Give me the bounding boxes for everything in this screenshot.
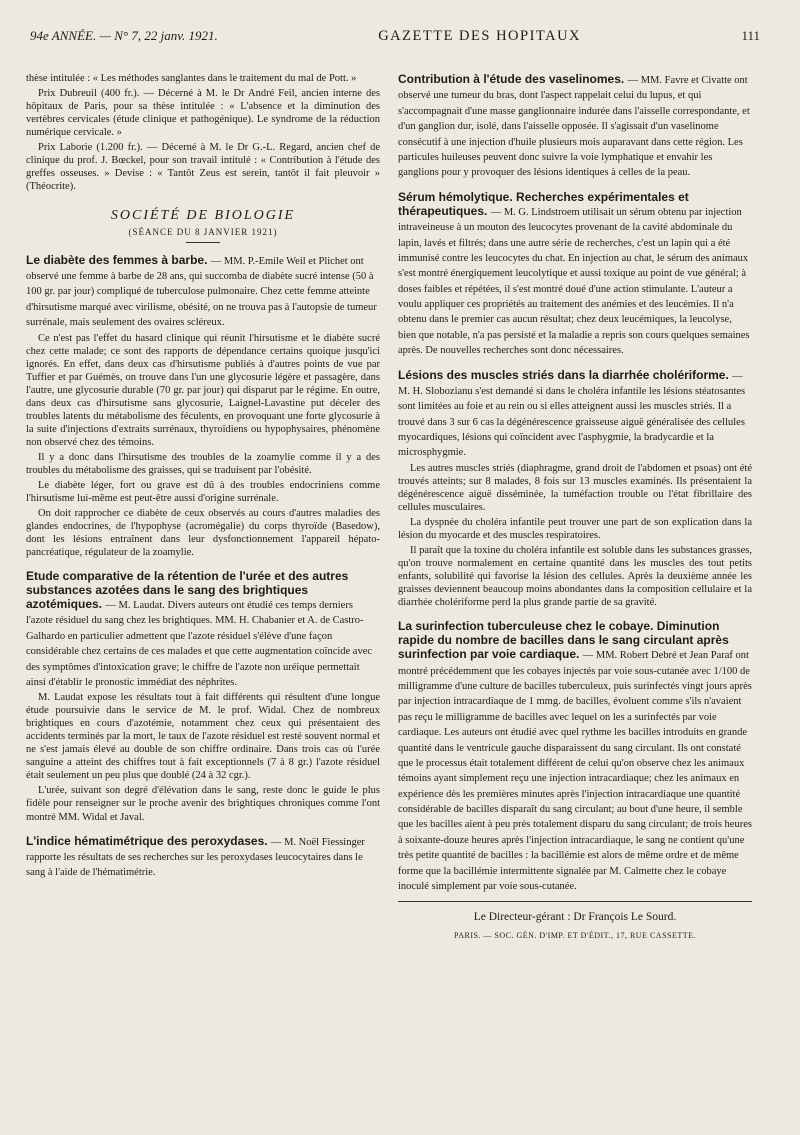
journal-title: GAZETTE DES HOPITAUX [378,28,582,44]
page-header [30,28,760,50]
prize-text-1: thèse intitulée : « Les méthodes sanglantes dans le traitement du mal de Pott. » [26,73,357,84]
article-title-indice: L'indice hématimétrique des peroxydases. — M. Noël Fiessinger rapporte les résultats de ses recherches sur les peroxydases leucocytaires dans le sang à l'aide de l'hématimétrie. [26,833,365,879]
printer-line: PARIS. — SOC. GÉN. D'IMP. ET D'ÉDIT., 17, RUE CASSETTE. [453,930,697,940]
article-title-vaseline: Contribution à l'étude des vaselinomes. — MM. Favre et Civatte ont observé une tumeur du bras, dont l'aspect rappelait celui du lupus, et qui s'accompagnait d'une masse ganglionnaire indurée dans l'aisselle correspondante, et d'un ganglion dur, isolé, dans l'aisselle opposée. Il s'agissait d'un vaselinome consécutif à une injection d'huile plusieurs mois auparavant dans cette région. Les particules huileuses peuvent donc suivre la voie lymphatique et envahir les ganglions pour y provoquer des lésions identiques à celles de la peau. [398,72,750,179]
right-column [398,72,752,940]
article-paragraph: Les autres muscles striés (diaphragme, grand droit de l'abdomen et psoas) ont été trouvés atteints; sur 8 malades, 8 fois sur 13 muscles examinés. Ils présentaient la dégénérescence aiguë disséminée, la tuméfaction trouble ou l'état fibrillaire des cellules musculaires. [398,462,752,513]
article-title-diabete: Le diabète des femmes à barbe. — MM. P.-Emile Weil et Plichet ont observé une femme à barbe de 28 ans, qui succomba de diabète sucré intense (50 à 100 gr. par jour) compliqué de tuberculose pulmonaire. Chez cette femme atteinte d'hirsutisme marqué avec virilisme, obésité, on ne trouva pas à l'autopsie de tumeur surrénale, mais seulement des ovaires scléreux. [26,252,377,329]
article-title-serum: Sérum hémolytique. Recherches expérimentales et thérapeutiques. — M. G. Lindstroem utilisait un sérum obtenu par injection intraveineuse à un mouton des leucocytes provenant de la cavité abdominale du lapin, lavés et filtrés; dans une autre série de recherches, c'est un lapin qui a été immunisé contre les leucocytes du chat. En injection au chat, le sérum des animaux s'est montré énergiquement leucolytique et aussi toxique au point de vue général; à doses faibles et répétées, il s'est montré doué d'une action stimulante. L'auteur a voulu appliquer ces propriétés au traitement des anémies et des leucémies. Il n'a obtenu dans le premier cas aucun résultat; chez deux leucémiques, la leucolyse, bien que notable, n'a pas persisté et la maladie a repris son cours quelques semaines après. De nouvelles recherches sont donc nécessaires. [398,189,750,357]
article-title-cholera: Lésions des muscles striés dans la diarrhée cholériforme. — M. H. Slobozianu s'est demandé si dans le choléra infantile les lésions stéatosantes sont limitées au foie et au rein ou si elles atteignent aussi les muscles striés. Il a trouvé dans 3 sur 6 cas la dégénérescence graisseuse aiguë généralisée des cellules myocardiques, lésions qui coïncident avec l'asphygmie, la bradycardie et la microsphygmie. [398,367,746,459]
left-column [26,72,380,882]
article-paragraph: Ce n'est pas l'effet du hasard clinique qui réunit l'hirsutisme et le diabète sucré chez cette malade; ce sont des rapports de dépendance certains quoique jusqu'ici ignorés. En effet, dans deux cas d'hirsutisme publiés à d'autres points de vue par Tuffier et par Guémès, on trouve dans l'un une glycosurie légère et passagère, dans l'autre, une glycosurie durable (70 gr. par jour) qui disparut par le régime. En outre, dans deux cas d'hirsutisme sans glycosurie, Laignel-Lavastine put déceler des troubles latents du métabolisme des féculents, en provoquant une forte glycosurie à la suite d'injections d'extraits surrénaux, thyroïdiens ou hypophysaires, phénomène non observé chez des témoins. [26,332,380,448]
article-paragraph: On doit rapprocher ce diabète de ceux observés au cours d'autres maladies des glandes endocrines, de l'hypophyse (acromégalie) du corps thyroïde (Basedow), dont les lésions entraînent dans leur dysfonctionnement l'appareil hépato-pancréatique, régulateur de la zoamylie. [26,507,380,558]
page-number: 111 [741,28,760,43]
article-paragraph: L'urée, suivant son degré d'élévation dans le sang, reste donc le guide le plus fidèle pour renseigner sur le proche avenir des brightiques chroniques comme l'ont montré MM. Widal et Javal. [26,785,380,823]
footer-divider [398,901,752,902]
society-heading: SOCIÉTÉ DE BIOLOGIE [110,208,296,224]
issue-info: 94e ANNÉE. — N° 7, 22 janv. 1921. [30,28,218,43]
prize-laborie: Prix Laborie (1.200 fr.). — Décerné à M. le Dr G.-L. Regard, ancien chef de clinique du prof. J. Bœckel, pour son travail intitulé : « Contribution à l'étude des greffes osseuses. » Devise : « Tantôt Zeus est serein, tantôt il fait pleuvoir » (Théocrite). [26,142,380,193]
article-title-uree: Etude comparative de la rétention de l'urée et des autres substances azotées dans le sang des brightiques azotémiques. — M. Laudat. Divers auteurs ont étudié ces temps derniers l'azote résiduel du sang chez les brightiques. MM. H. Chabanier et A. de Castro-Galhardo en particulier admettent que l'azote résiduel s'élève d'une façon considérable chez certains de ces malades et que cette augmentation coïncide avec des symptômes d'intoxication grave; le chiffre de l'azote non uréique permettait ainsi d'établir le pronostic immédiat des néphrites. [26,568,373,688]
article-title-surinfection: La surinfection tuberculeuse chez le cobaye. Diminution rapide du nombre de bacilles dans le sang circulant après surinfection par voie cardiaque. — MM. Robert Debré et Jean Paraf ont montré précédemment que les cobayes injectés par voie sous-cutanée avec 1/100 de milligramme d'une culture de bacilles tuberculeux, puis surinfectés vingt jours après par injection intracardiaque de 1 mmg. de bacilles, évoluent comme s'ils n'avaient pas reçu le milligramme de bacilles avec lequel on les a surinfectés par voie cardiaque. Les auteurs ont étudié avec quel rythme les bacilles introduits en grande quantité dans le ventricule gauche disparaissent du sang circulant. Ils ont constaté que le processus était totalement différent de celui qu'on observe chez les animaux témoins ayant simplement reçu une injection intracardiaque; chez les animaux en expérience dès les premières minutes après l'injection intracardiaque une quantité considérable de bacilles disparaît du sang circulant; au bout d'une heure, il semble que les bacilles aient à peu près totalement disparu du sang circulant; de trois heures à soixante-douze heures après l'injection intracardiaque, le sang ne contient qu'une très petite quantité de bacilles : la bacillémie est alors de même ordre et de même forme que la bacillémie intermittente signalée par M. Calmette chez le cobaye inoculé simplement par voie sous-cutanée. [398,618,752,892]
session-date: (SÉANCE DU 8 JANVIER 1921) [128,226,278,237]
article-paragraph: La dyspnée du choléra infantile peut trouver une part de son explication dans la lésion du myocarde et des muscles respiratoires. [398,516,752,541]
prize-dubreuil: Prix Dubreuil (400 fr.). — Décerné à M. le Dr André Feil, ancien interne des hôpitaux de Paris, pour sa thèse intitulée : « L'absence et la diminution des vertèbres cervicales (étude clinique et pathogénique). Le syndrome de la réduction numérique cervicale. » [26,88,380,139]
article-paragraph: M. Laudat expose les résultats tout à fait différents qui résultent d'une longue étude poursuivie dans le service de M. le prof. Widal. Chez de nombreux brightiques en cours d'azotémie, notamment chez ceux qui présentaient des accidents terminés par la mort, le taux de l'azote résiduel est resté souvent normal et ne s'est jamais élevé au double de son chiffre ordinaire. Dans trois cas où l'urée sanguine a atteint des chiffres tout à fait exceptionnels (7 à 8 gr.) l'azote résiduel était seulement un peu plus que doublé (24 à 32 cgr.). [26,692,380,782]
director-line: Le Directeur-gérant : Dr François Le Sourd. [473,911,677,924]
article-paragraph: Le diabète léger, fort ou grave est dû à des troubles endocriniens comme l'hirsutisme lui-même est peut-être aussi d'origine surrénale. [26,479,380,504]
article-paragraph: Il y a donc dans l'hirsutisme des troubles de la zoamylie comme il y a des troubles du métabolisme des graisses, qui se traduisent par l'obésité. [26,451,380,476]
article-paragraph: Il paraît que la toxine du choléra infantile est soluble dans les substances grasses, qu'on trouve normalement en certaine quantité dans les muscles des tout petits enfants, solubilité qui favorise la lésion des cellules. Après la deuxième année les graisses deviennent beaucoup moins abondantes dans la composition cellulaire et la diarrhée cholériforme perd la plus grande partie de sa gravité. [398,544,752,608]
divider [186,242,220,243]
